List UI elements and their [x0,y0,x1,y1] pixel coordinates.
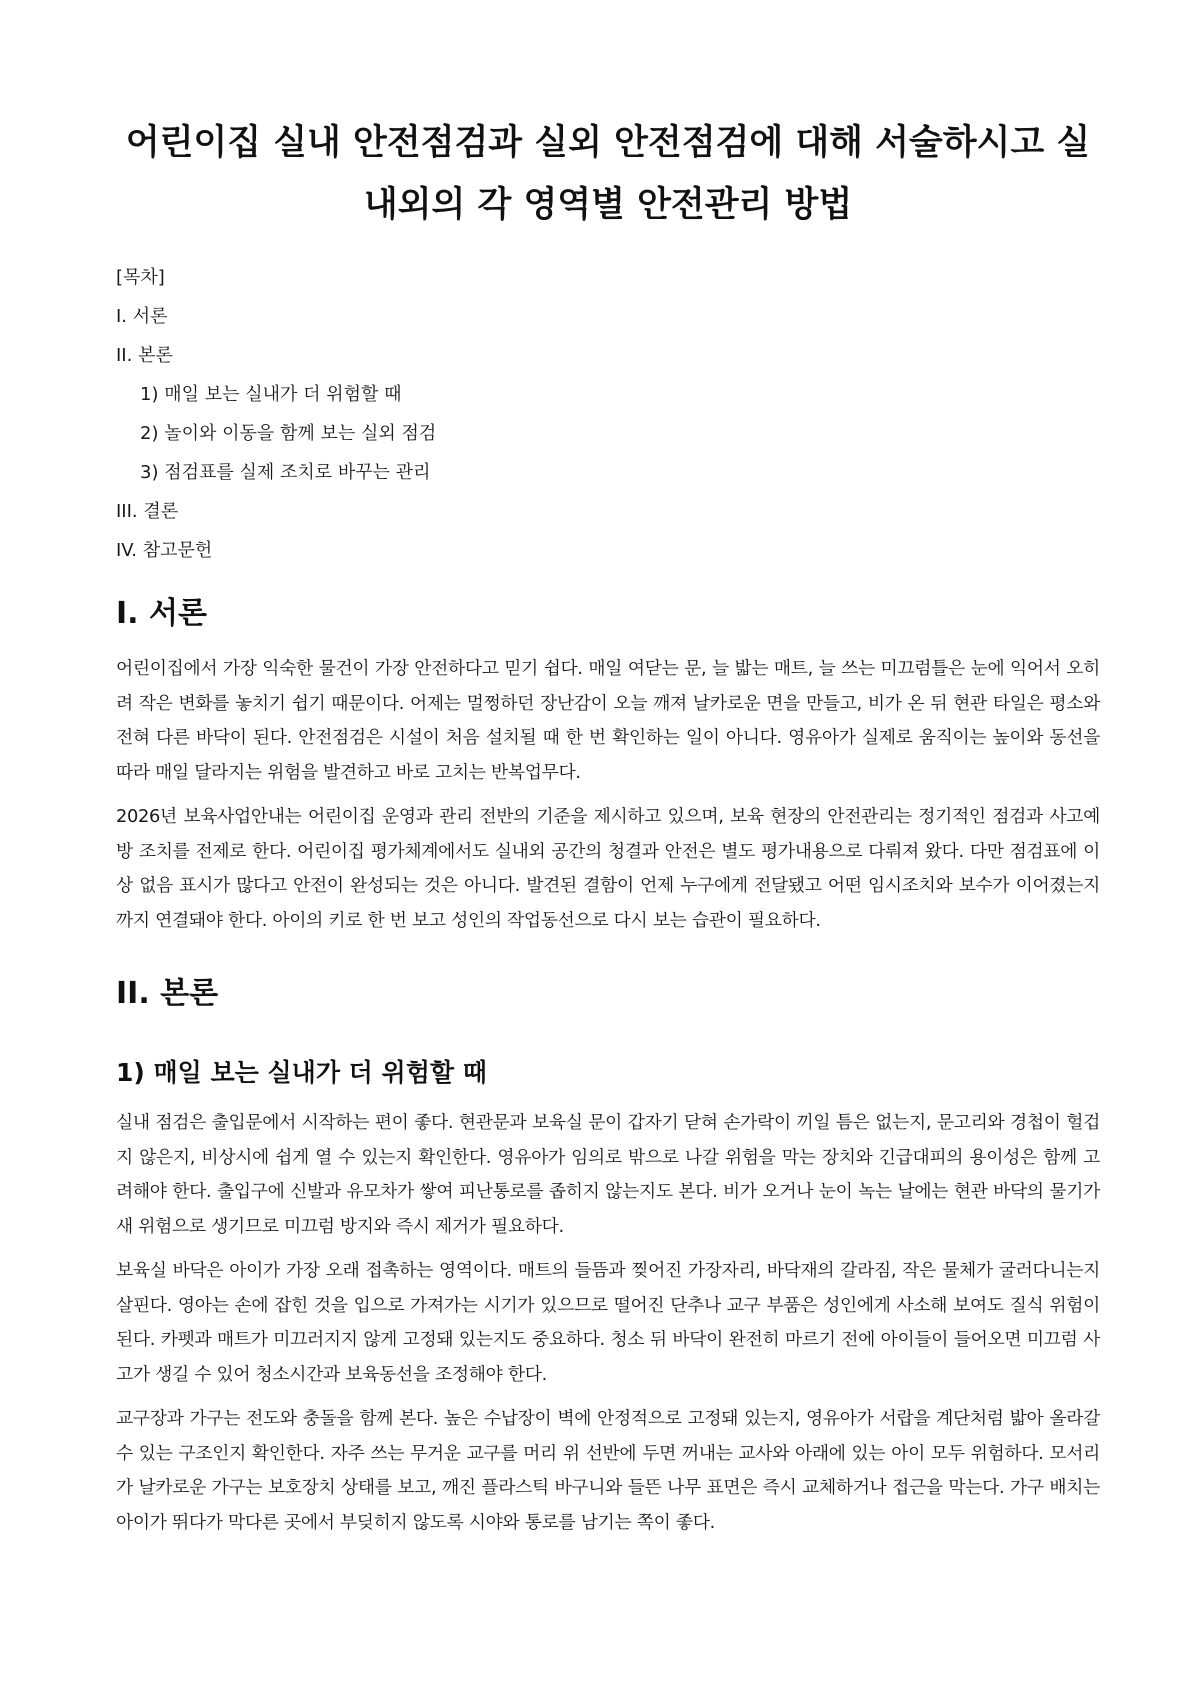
body-paragraph: 보육실 바닥은 아이가 가장 오래 접촉하는 영역이다. 매트의 들뜸과 찢어진 가장자리, 바닥재의 갈라짐, 작은 물체가 굴러다니는지 살핀다. 영아는 손에 잡힌 것을 입으로 가져가는 시기가 있으므로 떨어진 단추나 교구 부품은 성인에게 사소해 보여도 질식 위험이 된다. 카펫과 매트가 미끄러지지 않게 고정돼 있는지도 중요하다. 청소 뒤 바닥이 완전히 마르기 전에 아이들이 들어오면 미끄럼 사고가 생길 수 있어 청소시간과 보육동선을 조정해야 한다. [116,1260,1100,1385]
intro-paragraph: 2026년 보육사업안내는 어린이집 운영과 관리 전반의 기준을 제시하고 있으며, 보육 현장의 안전관리는 정기적인 점검과 사고예방 조치를 전제로 한다. 어린이집 평가체계에서도 실내외 공간의 청결과 안전은 별도 평가내용으로 다뤄져 왔다. 다만 점검표에 이상 없음 표시가 많다고 안전이 완성되는 것은 아니다. 발견된 결함이 언제 누구에게 전달됐고 어떤 임시조치와 보수가 이어졌는지까지 연결돼야 한다. 아이의 키로 한 번 보고 성인의 작업동선으로 다시 보는 습관이 필요하다. [116,806,1100,931]
intro-paragraph: 어린이집에서 가장 익숙한 물건이 가장 안전하다고 믿기 쉽다. 매일 여닫는 문, 늘 밟는 매트, 늘 쓰는 미끄럼틀은 눈에 익어서 오히려 작은 변화를 놓치기 쉽기 때문이다. 어제는 멀쩡하던 장난감이 오늘 깨져 날카로운 면을 만들고, 비가 온 뒤 현관 타일은 평소와 전혀 다른 바닥이 된다. 안전점검은 시설이 처음 설치될 때 한 번 확인하는 일이 아니다. 영유아가 실제로 움직이는 높이와 동선을 따라 매일 달라지는 위험을 발견하고 바로 고치는 반복업무다. [116,658,1100,783]
section-heading-body: II. 본론 [116,976,219,1011]
toc-heading: [목차] [116,267,165,288]
body-paragraph: 실내 점검은 출입문에서 시작하는 편이 좋다. 현관문과 보육실 문이 갑자기 닫혀 손가락이 끼일 틈은 없는지, 문고리와 경첩이 헐겁지 않은지, 비상시에 쉽게 열 수 있는지 확인한다. 영유아가 임의로 밖으로 나갈 위험을 막는 장치와 긴급대피의 용이성은 함께 고려해야 한다. 출입구에 신발과 유모차가 쌓여 피난통로를 좁히지 않는지도 본다. 비가 오거나 눈이 녹는 날에는 현관 바닥의 물기가 새 위험으로 생기므로 미끄럼 방지와 즉시 제거가 필요하다. [116,1112,1100,1237]
toc-subitem: 1) 매일 보는 실내가 더 위험할 때 [140,384,402,405]
section-heading-intro: I. 서론 [116,596,207,631]
toc-item: IV. 참고문헌 [116,540,213,561]
subsection-heading: 1) 매일 보는 실내가 더 위험할 때 [116,1058,487,1087]
body-paragraph: 교구장과 가구는 전도와 충돌을 함께 본다. 높은 수납장이 벽에 안정적으로 고정돼 있는지, 영유아가 서랍을 계단처럼 밟아 올라갈 수 있는 구조인지 확인한다. 자주 쓰는 무거운 교구를 머리 위 선반에 두면 꺼내는 교사와 아래에 있는 아이 모두 위험하다. 모서리가 날카로운 가구는 보호장치 상태를 보고, 깨진 플라스틱 바구니와 들뜬 나무 표면은 즉시 교체하거나 접근을 막는다. 가구 배치는 아이가 뛰다가 막다른 곳에서 부딪히지 않도록 시야와 통로를 남기는 쪽이 좋다. [116,1408,1100,1533]
toc-item: I. 서론 [116,306,168,327]
toc-item: III. 결론 [116,501,179,522]
toc-item: II. 본론 [116,345,173,366]
table-of-contents [116,258,1100,570]
toc-subitem: 3) 점검표를 실제 조치로 바꾸는 관리 [140,462,431,483]
toc-subitem: 2) 놀이와 이동을 함께 보는 실외 점검 [140,423,437,444]
document-title: 어린이집 실내 안전점검과 실외 안전점검에 대해 서술하시고 실내외의 각 영역별 안전관리 방법 [125,123,1091,225]
